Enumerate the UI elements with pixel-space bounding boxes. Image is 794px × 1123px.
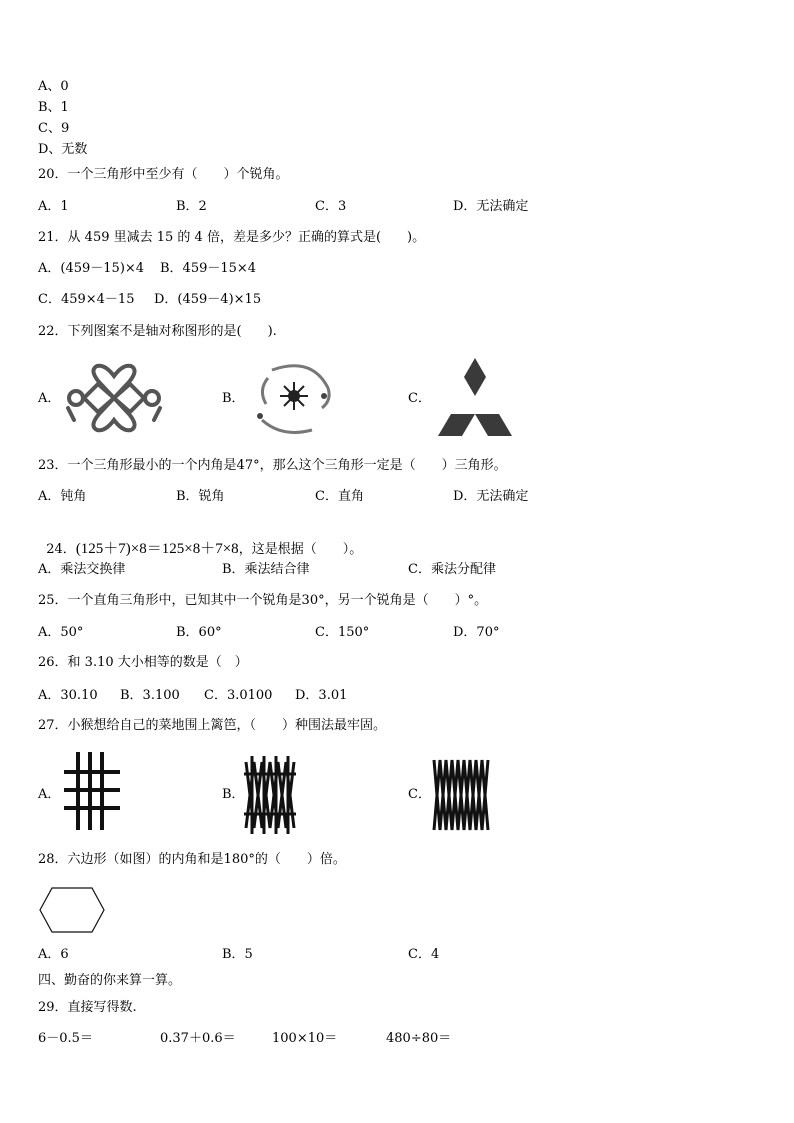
q27-label-c: C．: [408, 787, 431, 802]
q27-label-a: A．: [38, 787, 61, 802]
q22-label-b: B．: [222, 391, 245, 406]
q28-option-b: B．5: [222, 947, 253, 962]
q20-stem: 20．一个三角形中至少有（ ）个锐角。: [38, 167, 289, 182]
q22-label-c: C．: [408, 391, 431, 406]
q24-stem: [38, 525, 362, 558]
q26-option-c: C．3.0100: [204, 688, 273, 703]
q21-option-a: A．(459－15)×4: [38, 261, 145, 276]
q19-option-a: A、0: [38, 79, 69, 94]
zigzag-fence-figure: [430, 756, 492, 834]
hexagon-figure: [38, 886, 106, 934]
q23-option-a: A．钝角: [38, 489, 87, 504]
q24-option-c: C．乘法分配律: [408, 562, 496, 577]
q27-stem: 27．小猴想给自己的菜地围上篱笆，（ ）种围法最牢固。: [38, 718, 387, 733]
q25-option-a: A．50°: [38, 625, 84, 640]
q25-stem: 25．一个直角三角形中，已知其中一个锐角是30°，另一个锐角是（ ）°。: [38, 593, 488, 608]
q29-item-3: 100×10＝: [272, 1031, 338, 1046]
q23-option-b: B．锐角: [176, 489, 225, 504]
q19-option-d: D、无数: [38, 142, 88, 157]
q29-item-2: 0.37＋0.6＝: [160, 1031, 236, 1046]
q20-option-b: B．2: [176, 199, 207, 214]
q20-option-c: C．3: [315, 199, 347, 214]
q28-option-c: C．4: [408, 947, 440, 962]
q23-option-c: C．直角: [315, 489, 364, 504]
q29-item-4: 480÷80＝: [386, 1031, 452, 1046]
braced-grid-fence-figure: [244, 756, 296, 834]
chinese-knot-figure: [64, 362, 164, 434]
q21-option-b: B．459－15×4: [160, 261, 257, 276]
q20-option-d: D．无法确定: [453, 199, 529, 214]
q23-option-d: D．无法确定: [453, 489, 529, 504]
three-diamonds-figure: [438, 358, 512, 436]
q26-option-d: D．3.01: [295, 688, 348, 703]
q24-option-b: B．乘法结合律: [222, 562, 310, 577]
section-four-heading: 四、勤奋的你来算一算。: [38, 973, 182, 988]
q21-option-d: D．(459－4)×15: [154, 292, 262, 307]
q25-option-b: B．60°: [176, 625, 222, 640]
q25-option-c: C．150°: [315, 625, 370, 640]
q26-option-a: A．30.10: [38, 688, 98, 703]
q22-label-a: A．: [38, 391, 61, 406]
q20-option-a: A．1: [38, 199, 69, 214]
q27-label-b: B．: [222, 787, 245, 802]
q24-formula: (125＋7)×8＝125×8＋7×8: [75, 541, 239, 557]
q24-number: 24．: [46, 542, 76, 557]
q28-stem: 28．六边形（如图）的内角和是180°的（ ）倍。: [38, 852, 346, 867]
q21-stem: 21．从 459 里减去 15 的 4 倍，差是多少？正确的算式是( )。: [38, 230, 426, 245]
q28-option-a: A．6: [38, 947, 69, 962]
q24-tail: ，这是根据（ ）。: [238, 542, 363, 557]
grid-fence-figure: [64, 752, 120, 830]
q19-option-b: B、1: [38, 100, 69, 115]
q22-stem: 22．下列图案不是轴对称图形的是( ).: [38, 324, 277, 339]
q26-option-b: B．3.100: [120, 688, 180, 703]
q29-stem: 29．直接写得数.: [38, 1000, 137, 1015]
q25-option-d: D．70°: [453, 625, 500, 640]
q24-option-a: A．乘法交换律: [38, 562, 126, 577]
q23-stem: 23．一个三角形最小的一个内角是47°，那么这个三角形一定是（ ）三角形。: [38, 458, 507, 473]
q26-stem: 26．和 3.10 大小相等的数是（ ）: [38, 655, 248, 670]
q21-option-c: C．459×4－15: [38, 292, 135, 307]
q29-item-1: 6－0.5＝: [38, 1031, 93, 1046]
q19-option-c: C、9: [38, 121, 70, 136]
swirl-emblem-figure: [252, 360, 336, 436]
